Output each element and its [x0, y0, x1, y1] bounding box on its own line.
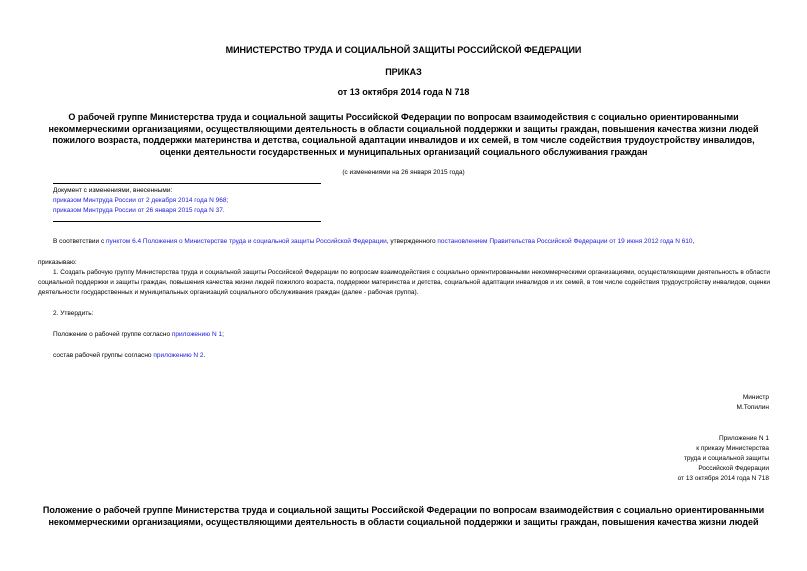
signatory-name: М.Топилин — [736, 403, 769, 411]
top-divider — [53, 183, 321, 184]
preamble: В соответствии с пунктом 6.4 Положения о Министерстве труда и социальной защиты Российской Федерации, утвержденного постановлением Правительства Российской Федерации от 19 июня 2012 года N 610, — [53, 238, 695, 245]
ministry-heading: МИНИСТЕРСТВО ТРУДА И СОЦИАЛЬНОЙ ЗАЩИТЫ РОССИЙСКОЙ ФЕДЕРАЦИИ — [225, 45, 582, 55]
date-number-heading: от 13 октября 2014 года N 718 — [337, 87, 470, 97]
amendment-link-37[interactable]: приказом Минтруда России от 26 января 2015 года N 37. — [53, 207, 225, 214]
appendix-title: Положение о рабочей группе Министерства труда и социальной защиты Российской Федерации по вопросам взаимодействия с социально ориентированными некоммерческими организациями, осуществляющими деятельность в области социальной поддержки и защиты граждан, повышения качества жизни людей — [42, 505, 765, 527]
appendix-2-link[interactable]: приложению N 2 — [153, 352, 204, 359]
doc-type-heading: ПРИКАЗ — [385, 67, 422, 77]
signature-block — [737, 393, 769, 412]
amendments-box — [53, 186, 228, 216]
signatory-position: Министр — [742, 394, 769, 401]
appendix-1-link[interactable]: приложению N 1 — [171, 331, 223, 338]
item-2b: состав рабочей группы согласно приложению N 2. — [53, 352, 206, 359]
changes-note: (с изменениями на 26 января 2015 года) — [342, 169, 465, 176]
item-2: 2. Утвердить: — [53, 310, 94, 317]
government-decree-link[interactable]: постановлением Правительства Российской Федерации от 19 июня 2012 года N 610 — [437, 238, 693, 245]
order-word: приказываю: — [38, 259, 77, 266]
regulation-link[interactable]: пунктом 6.4 Положения о Министерстве труда и социальной защиты Российской Федерации — [106, 238, 387, 245]
appendix-header: Приложение N 1 к приказу Министерства труда и социальной защиты Российской Федерации от 13 октября 2014 года N 718 — [677, 435, 769, 482]
document-title: О рабочей группе Министерства труда и социальной защиты Российской Федерации по вопросам взаимодействия с социально ориентированными некоммерческими организациями, осуществляющими деятельность в области социальной поддержки и защиты граждан, повышения качества жизни людей пожилого возраста, поддержки материнства и детства, социальной адаптации инвалидов и их семей, в том числе содействия трудоустройству инвалидов, оценки деятельности государственных и муниципальных организаций социального обслуживания граждан — [48, 112, 759, 157]
item-2a: Положение о рабочей группе согласно приложению N 1; — [53, 331, 224, 338]
amendment-link-968[interactable]: приказом Минтруда России от 2 декабря 2014 года N 968; — [53, 197, 229, 204]
item-1: 1. Создать рабочую группу Министерства труда и социальной защиты Российской Федерации по вопросам взаимодействия с социально ориентированными некоммерческими организациями, осуществляющими деятельность в области социальной поддержки и защиты граждан, повышения качества жизни людей пожилого возраста, поддержки материнства и детства, социальной адаптации инвалидов и их семей, в том числе содействия трудоустройству инвалидов, оценки деятельности государственных и муниципальных организаций социального обслуживания граждан (далее - рабочая группа). — [38, 269, 770, 296]
bottom-divider — [53, 221, 321, 222]
amendments-intro: Документ с изменениями, внесенными: — [53, 187, 173, 194]
